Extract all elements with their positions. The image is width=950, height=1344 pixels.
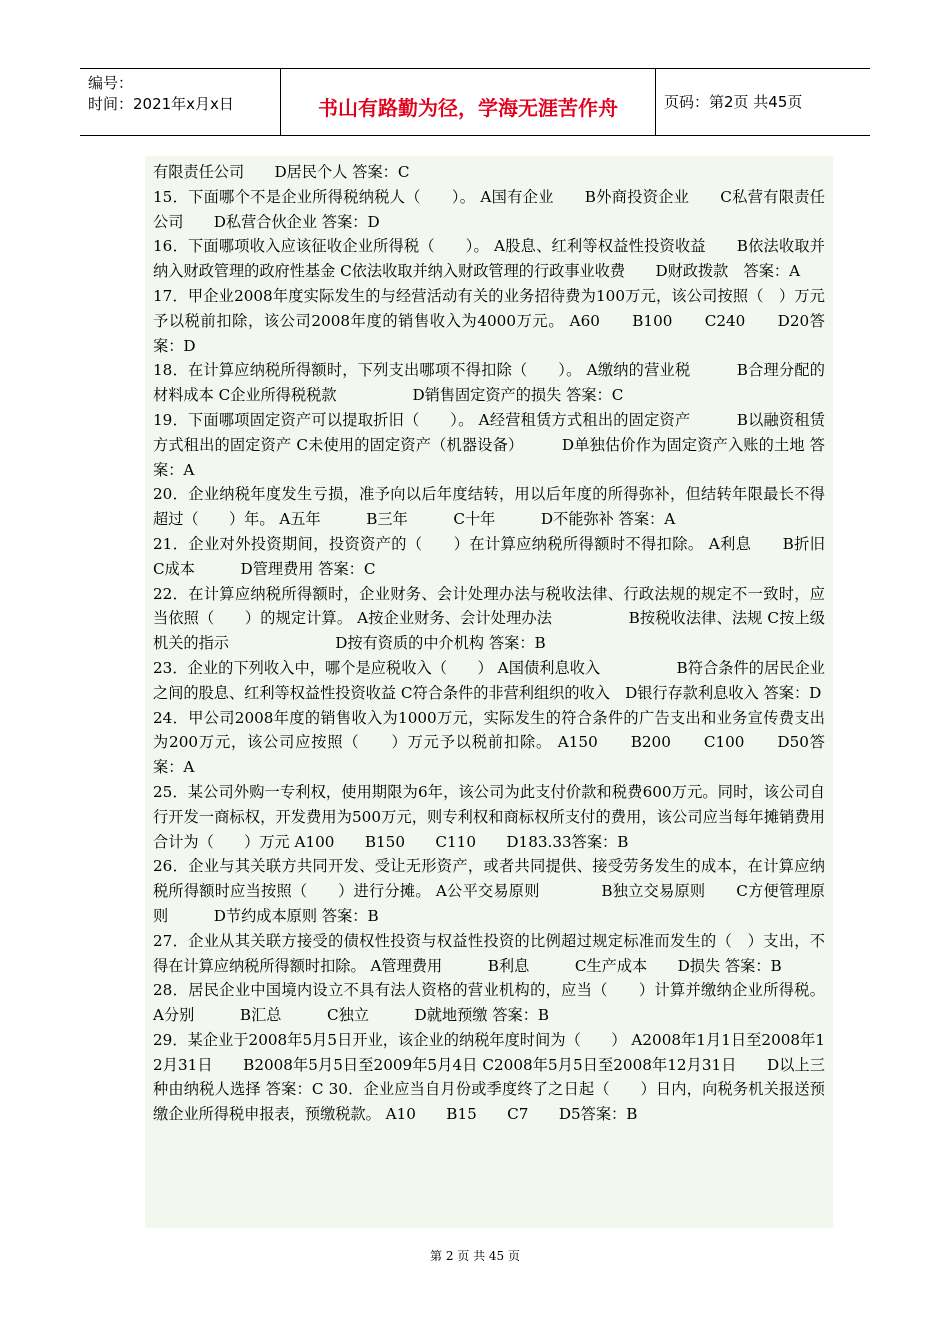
question-28: 28．居民企业中国境内设立不具有法人资格的营业机构的，应当（ ）计算并缴纳企业所得税。 A分别 B汇总 C独立 D就地预缴 答案：B [153, 981, 825, 1025]
question-18: 18．在计算应纳税所得额时，下列支出哪项不得扣除（ ）。 A缴纳的营业税 B合理分配的材料成本 C企业所得税税款 D销售固定资产的损失 答案：C [153, 361, 825, 405]
doc-number-label: 编号： [88, 74, 134, 92]
question-27: 27．企业从其关联方接受的债权性投资与权益性投资的比例超过规定标准而发生的（ ）支出，不得在计算应纳税所得额时扣除。 A管理费用 B利息 C生产成本 D损失 答案：B [153, 931, 825, 975]
page-header [80, 68, 870, 136]
question-21: 21．企业对外投资期间，投资资产的（ ）在计算应纳税所得额时不得扣除。 A利息 B折旧 C成本 D管理费用 答案：C [153, 534, 871, 578]
question-15: 15．下面哪个不是企业所得税纳税人（ ）。 A国有企业 B外商投资企业 C私营有限责任公司 D私营合伙企业 答案：D [153, 187, 825, 231]
document-body [145, 156, 871, 1228]
question-24: 24．甲公司2008年度的销售收入为1000万元，实际发生的符合条件的广告支出和业务宣传费支出为200万元，该公司应按照（ ）万元予以税前扣除。 A150 B200 C100 D50答案：A [153, 708, 825, 777]
header-meta [80, 69, 281, 135]
page-footer: 第 2 页 共 45 页 [430, 1249, 520, 1263]
question-19: 19．下面哪项固定资产可以提取折旧（ ）。 A经营租赁方式租出的固定资产 B以融资租赁方式租出的固定资产 C未使用的固定资产（机器设备） D单独估价作为固定资产入账的土地 答案：A [153, 410, 825, 479]
question-20: 20．企业纳税年度发生亏损，准予向以后年度结转，用以后年度的所得弥补，但结转年限最长不得超过（ ）年。 A五年 B三年 C十年 D不能弥补 答案：A [153, 485, 825, 529]
question-23: 23．企业的下列收入中，哪个是应税收入（ ） A国债利息收入 B符合条件的居民企业之间的股息、红利等权益性投资收益 C符合条件的非营利组织的收入 D银行存款利息收入 答案：D [153, 658, 825, 702]
header-page-info: 页码：第2页 共45页 [664, 93, 803, 111]
paragraph: 有限责任公司 D居民个人 答案：C [153, 163, 410, 181]
date-label: 时间：2021年x月x日 [88, 95, 234, 113]
question-26: 26．企业与其关联方共同开发、受让无形资产，或者共同提供、接受劳务发生的成本，在计算应纳税所得额时应当按照（ ）进行分摊。 A公平交易原则 B独立交易原则 C方便管理原则 D节约成本原则 答案：B [153, 857, 825, 925]
question-25: 25．某公司外购一专利权，使用期限为6年，该公司为此支付价款和税费600万元。同时，该公司自行开发一商标权，开发费用为500万元，则专利权和商标权所支付的费用，该公司应当每年摊销费用合计为（ ）万元 A100 B150 C110 D183.33答案：B [153, 782, 825, 851]
question-16: 16．下面哪项收入应该征收企业所得税（ ）。 A股息、红利等权益性投资收益 B依法收取并纳入财政管理的政府性基金 C依法收取并纳入财政管理的行政事业收费 D财政拨款 答案：A [153, 237, 825, 281]
question-29-30: 29．某企业于2008年5月5日开业，该企业的纳税年度时间为（ ） A2008年1月1日至2008年12月31日 B2008年5月5日至2009年5月4日 C2008年5月5日至2008年12月31日 D以上三种由纳税人选择 答案：C 30．企业应当自月份或季度终了之日起（ ）日内，向税务机关报送预缴企业所得税申报表，预缴税款。 A10 B15 C7 D5答案：B [153, 1030, 825, 1124]
question-17: 17．甲企业2008年度实际发生的与经营活动有关的业务招待费为100万元，该公司按照（ ）万元予以税前扣除，该公司2008年度的销售收入为4000万元。 A60 B100 C240 D20答案：D [153, 286, 825, 355]
header-motto: 书山有路勤为径，学海无涯苦作舟 [281, 69, 656, 135]
question-22: 22．在计算应纳税所得额时，企业财务、会计处理办法与税收法律、行政法规的规定不一致时，应当依照（ ）的规定计算。 A按企业财务、会计处理办法 B按税收法律、法规 C按上级机关的指示 D按有资质的中介机构 答案：B [153, 584, 825, 653]
